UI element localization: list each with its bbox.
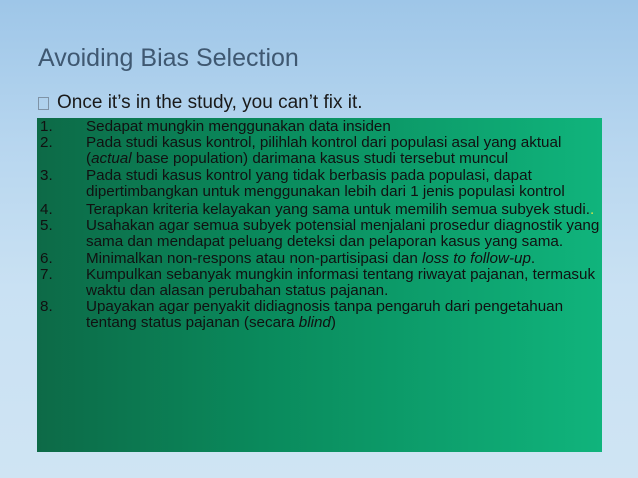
list-text: Kumpulkan sebanyak mungkin informasi tentang riwayat pajanan, termasuk waktu dan alasan perubahan status pajanan.: [86, 265, 596, 300]
list-text: Pada studi kasus kontrol, pilihlah kontrol dari populasi asal yang aktual (actual base population) darimana kasus studi tersebut muncul: [86, 134, 562, 168]
list-item: [40, 202, 600, 218]
bullet-box-icon: [38, 97, 49, 110]
list-item: [40, 299, 600, 331]
list-item: [40, 251, 600, 267]
list-number: 1.: [40, 118, 53, 135]
list-number: 4.: [40, 201, 53, 219]
list-item: [40, 267, 600, 299]
list-text: Minimalkan non-respons atau non-partisipasi dan loss to follow-up.: [86, 249, 536, 267]
numbered-list: [40, 119, 600, 332]
list-number: 2.: [40, 134, 53, 152]
list-number: 3.: [40, 166, 53, 184]
bullet-text: Once it’s in the study, you can’t fix it.: [57, 92, 363, 113]
list-number: 8.: [40, 298, 53, 316]
list-number: 7.: [40, 265, 53, 283]
list-number: 5.: [40, 217, 53, 235]
list-number: 6.: [40, 249, 53, 267]
list-text: Upayakan agar penyakit didiagnosis tanpa pengaruh dari pengetahuan tentang status pajanan (secara blind): [86, 298, 564, 332]
list-text: Usahakan agar semua subyek potensial menjalani prosedur diagnostik yang sama dan mendapat peluang deteksi dan pelaporan kasus yang sama.: [86, 217, 600, 251]
list-text: Sedapat mungkin menggunakan data insiden: [86, 118, 391, 135]
slide-title: Avoiding Bias Selection: [38, 44, 299, 72]
list-item: [40, 168, 600, 200]
list-text: Terapkan kriteria kelayakan yang sama untuk memilih semua subyek studi..: [86, 201, 595, 219]
list-item: [40, 135, 600, 167]
list-text: Pada studi kasus kontrol yang tidak berbasis pada populasi, dapat dipertimbangkan untuk menggunakan lebih dari 1 jenis populasi kontrol: [86, 166, 565, 200]
bullet-point: [38, 92, 363, 114]
list-item: [40, 218, 600, 250]
list-item: [40, 119, 600, 135]
